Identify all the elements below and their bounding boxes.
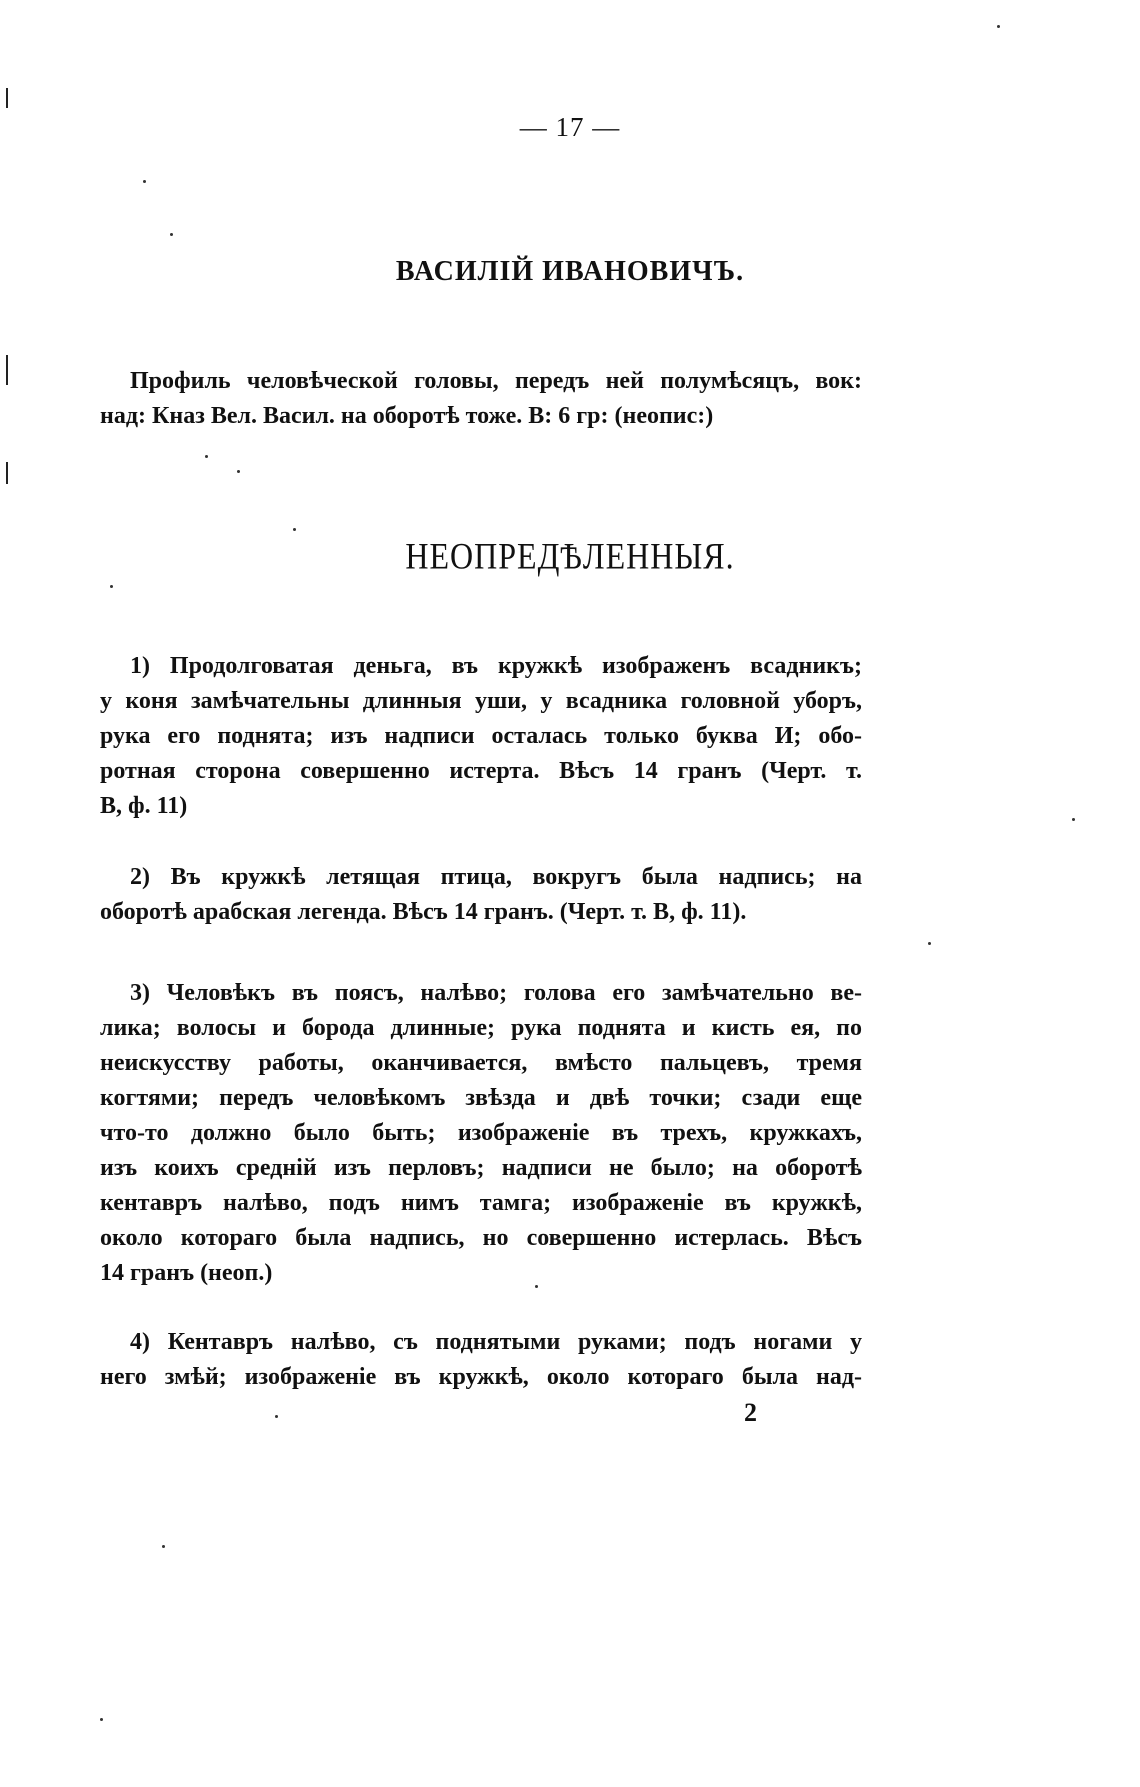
paragraph-item-2: [100, 860, 862, 930]
margin-scan-mark: [6, 355, 8, 385]
paragraph-item-1: [100, 649, 862, 824]
text-line: около котораго была надпись, но совершенно истерлась. Вѣсъ: [100, 1225, 862, 1251]
paragraph-item-4: [100, 1325, 862, 1395]
scan-speck: [1072, 818, 1075, 821]
paragraph-item-3: [100, 976, 862, 1291]
text-line: 2) Въ кружкѣ летящая птица, вокругъ была надпись; на: [130, 864, 862, 890]
text-line: рука его поднята; изъ надписи осталась только буква И; обо-: [100, 723, 862, 749]
text-line: над: Кназ Вел. Васил. на оборотѣ тоже. В: 6 гр: (неопис:): [100, 403, 714, 429]
scan-speck: [162, 1545, 165, 1548]
text-line: лика; волосы и борода длинные; рука поднята и кисть ея, по: [100, 1015, 862, 1041]
margin-scan-mark: [6, 462, 8, 484]
scan-speck: [170, 233, 173, 236]
scan-speck: [293, 528, 296, 531]
text-line: изъ коихъ среднiй изъ перловъ; надписи не было; на оборотѣ: [100, 1155, 862, 1181]
text-line: 1) Продолговатая деньга, въ кружкѣ изображенъ всадникъ;: [130, 653, 862, 679]
text-line: у коня замѣчательны длинныя уши, у всадника головной уборъ,: [100, 688, 862, 714]
text-line: Профиль человѣческой головы, передъ ней полумѣсяцъ, вок:: [130, 368, 862, 394]
text-line: 14 гранъ (неоп.): [100, 1260, 273, 1286]
section-title-vasily: ВАСИЛІЙ ИВАНОВИЧЪ.: [395, 256, 745, 287]
text-line: 3) Человѣкъ въ поясъ, налѣво; голова его замѣчательно ве-: [130, 980, 862, 1006]
margin-scan-mark: [6, 88, 8, 108]
text-line: 4) Кентавръ налѣво, съ поднятыми руками; подъ ногами у: [130, 1329, 862, 1355]
scan-speck: [928, 942, 931, 945]
sheet-signature: 2: [744, 1398, 757, 1427]
text-line: него змѣй; изображеніе въ кружкѣ, около котораго была над-: [100, 1364, 862, 1390]
text-line: когтями; передъ человѣкомъ звѣзда и двѣ точки; сзади еще: [100, 1085, 862, 1111]
scan-speck: [275, 1415, 278, 1418]
text-line: кентавръ налѣво, подъ нимъ тамга; изображеніе въ кружкѣ,: [100, 1190, 862, 1216]
scan-speck: [143, 180, 146, 183]
scan-speck: [997, 25, 1000, 28]
scan-speck: [237, 470, 240, 473]
paragraph-vasily: [100, 364, 862, 434]
text-line: оборотѣ арабская легенда. Вѣсъ 14 гранъ. (Черт. т. В, ф. 11).: [100, 899, 747, 925]
scan-speck: [100, 1718, 103, 1721]
scan-speck: [110, 585, 113, 588]
page-number: — 17 —: [519, 112, 621, 142]
text-line: В, ф. 11): [100, 793, 188, 819]
text-line: ротная сторона совершенно истерта. Вѣсъ 14 гранъ (Черт. т.: [100, 758, 862, 784]
text-line: что-то должно было быть; изображеніе въ трехъ, кружкахъ,: [100, 1120, 862, 1146]
section-title-undetermined: НЕОПРЕДѢЛЕННЫЯ.: [405, 535, 735, 577]
scan-speck: [205, 455, 208, 458]
text-line: неискусству работы, оканчивается, вмѣсто пальцевъ, тремя: [100, 1050, 862, 1076]
